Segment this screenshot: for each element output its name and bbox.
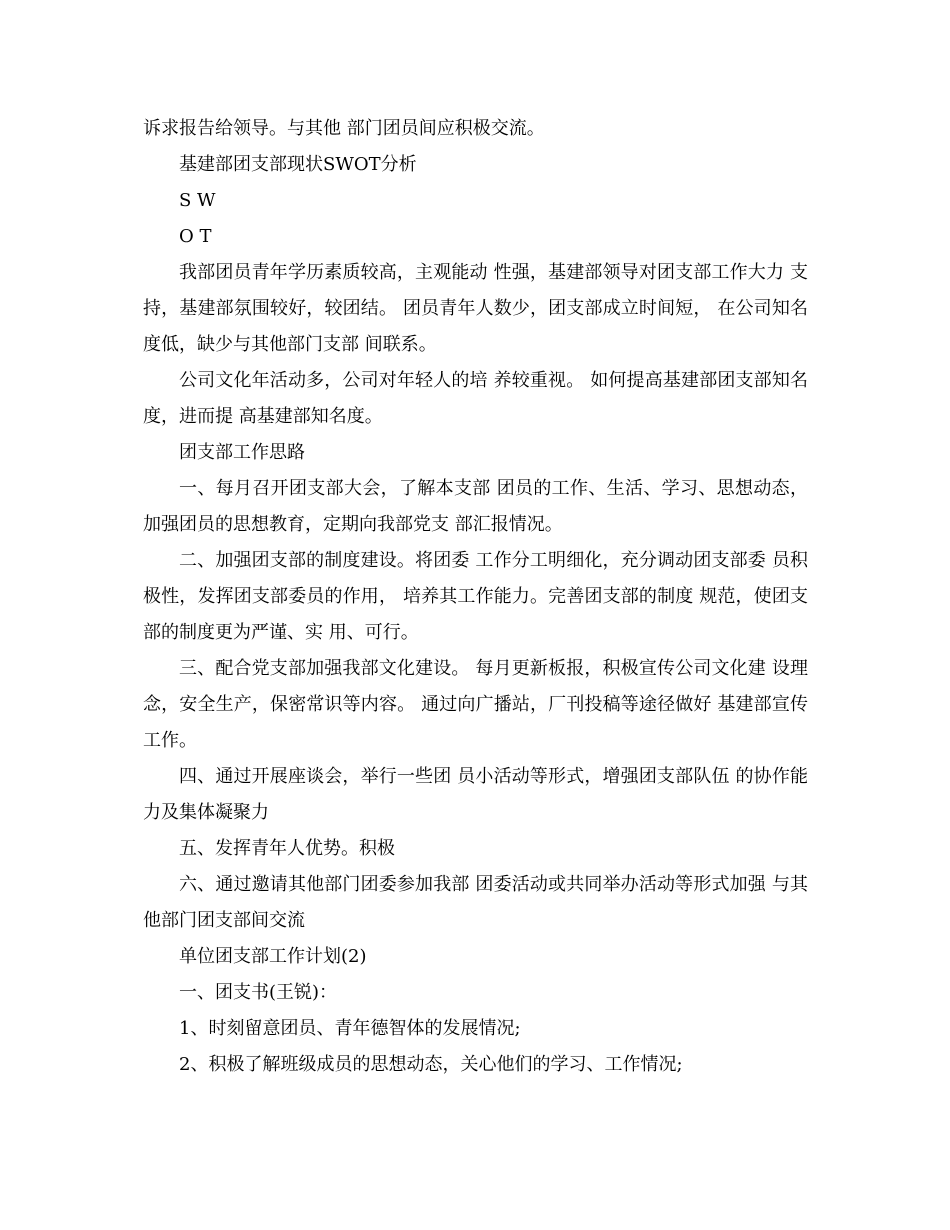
swot-heading: 基建部团支部现状SWOT分析: [179, 154, 417, 175]
section-heading-work-ideas: 团支部工作思路: [179, 442, 305, 463]
list-item-5: 五、发挥青年人优势。积极: [179, 838, 395, 859]
duty-item-2: 2、积极了解班级成员的思想动态，关心他们的学习、工作情况;: [179, 1054, 683, 1075]
swot-row-sw: S W: [179, 190, 216, 211]
list-item-4: 四、通过开展座谈会，举行一些团 员小活动等形式，增强团支部队伍 的协作能力及集体凝聚力: [143, 766, 808, 823]
section-heading-plan-2: 单位团支部工作计划(2): [179, 946, 367, 967]
duty-item-1: 1、时刻留意团员、青年德智体的发展情况;: [179, 1018, 521, 1039]
paragraph-opportunities-threats: 公司文化年活动多，公司对年轻人的培 养较重视。 如何提高基建部团支部知名度，进而提 高基建部知名度。: [143, 370, 808, 427]
list-item-1: 一、每月召开团支部大会，了解本支部 团员的工作、生活、学习、思想动态， 加强团员的思想教育，定期向我部党支 部汇报情况。: [143, 478, 808, 535]
subheading-secretary: 一、团支书(王锐)：: [179, 982, 338, 1003]
list-item-6: 六、通过邀请其他部门团委参加我部 团委活动或共同举办活动等形式加强 与其他部门团支部间交流: [143, 874, 808, 931]
paragraph-strengths-weaknesses: 我部团员青年学历素质较高，主观能动 性强，基建部领导对团支部工作大力 支 持，基建部氛围较好，较团结。 团员青年人数少，团支部成立时间短， 在公司知名度低，缺少与其他部门支部 间联系。: [143, 262, 808, 355]
swot-row-ot: O T: [179, 226, 212, 247]
document-body: [143, 111, 808, 1083]
list-item-2: 二、加强团支部的制度建设。将团委 工作分工明细化，充分调动团支部委 员积极性，发挥团支部委员的作用， 培养其工作能力。完善团支部的制度 规范，使团支部的制度更为严谨、实 用、可行。: [143, 550, 808, 643]
paragraph-continuation: 诉求报告给领导。与其他 部门团员间应积极交流。: [143, 118, 545, 139]
list-item-3: 三、配合党支部加强我部文化建设。 每月更新板报，积极宣传公司文化建 设理念，安全生产，保密常识等内容。 通过向广播站，厂刊投稿等途径做好 基建部宣传工作。: [143, 658, 808, 751]
